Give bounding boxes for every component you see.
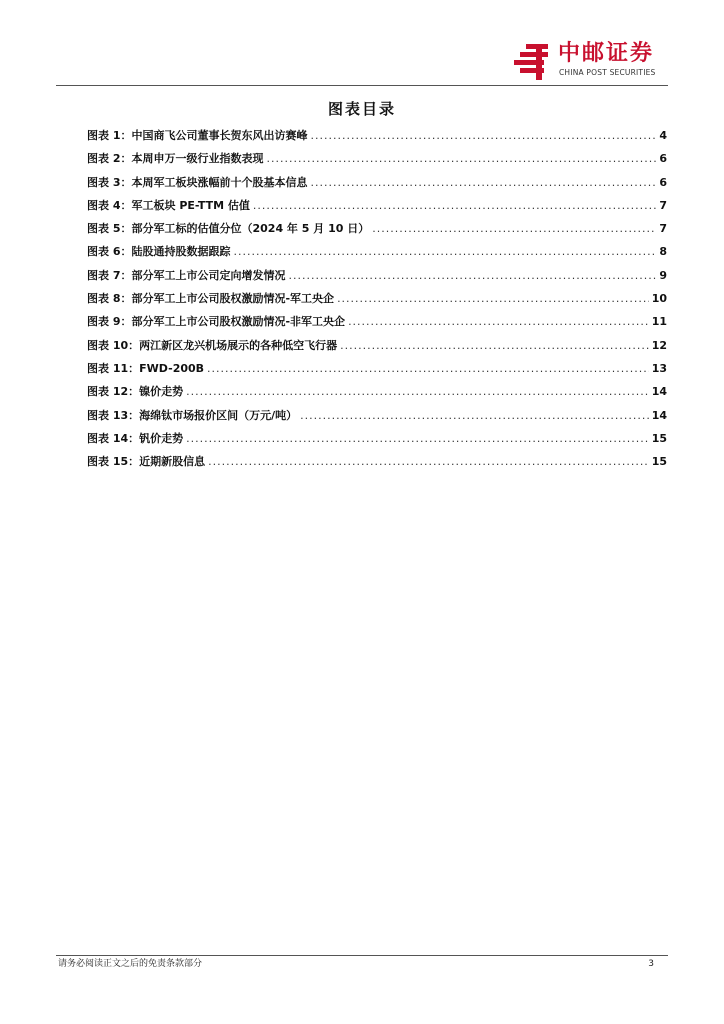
toc-entry-title: 海绵钛市场报价区间（万元/吨） — [139, 408, 298, 422]
toc-entry-label: 图表 10： — [87, 338, 140, 352]
toc-entry-label: 图表 1： — [87, 129, 132, 142]
toc-entry[interactable] — [87, 314, 667, 337]
company-logo — [514, 40, 674, 82]
toc-entry-page: 14 — [651, 408, 667, 422]
toc-entry-title: 镍价走势 — [139, 385, 184, 399]
toc-entry[interactable] — [87, 244, 667, 267]
toc-entry-leader-dots — [337, 291, 649, 307]
page-number: 3 — [648, 959, 654, 969]
toc-entry[interactable] — [87, 221, 667, 244]
toc-entry[interactable] — [87, 361, 667, 384]
toc-entry-label: 图表 6： — [87, 245, 132, 259]
toc-entry-title: 部分军工上市公司定向增发情况 — [131, 268, 286, 282]
toc-entry-leader-dots — [233, 244, 656, 260]
toc-entry-title: 两江新区龙兴机场展示的各种低空飞行器 — [139, 338, 338, 352]
toc-entry-leader-dots — [288, 268, 656, 284]
toc-entry-page: 15 — [651, 431, 667, 445]
header-divider — [56, 85, 668, 86]
toc-entry-leader-dots — [186, 384, 649, 400]
toc-entry-leader-dots — [340, 338, 649, 354]
toc-entry[interactable] — [87, 384, 667, 407]
toc-entry-label: 图表 9： — [87, 315, 132, 329]
toc-entry-leader-dots — [186, 431, 649, 447]
toc-entry[interactable] — [87, 128, 667, 151]
toc-entry-leader-dots — [348, 314, 649, 330]
table-of-figures — [87, 128, 667, 477]
toc-entry-page: 9 — [659, 268, 667, 282]
toc-entry-leader-dots — [207, 361, 649, 377]
toc-entry-title: 部分军工标的估值分位（2024 年 5 月 10 日） — [131, 222, 370, 236]
toc-entry-page: 13 — [651, 361, 667, 375]
toc-entry-label: 图表 5： — [87, 222, 132, 236]
toc-entry[interactable] — [87, 151, 667, 174]
toc-entry-label: 图表 13： — [87, 408, 140, 422]
toc-entry-leader-dots — [300, 408, 649, 424]
logo-english-name: CHINA POST SECURITIES — [559, 68, 656, 77]
toc-entry-page: 11 — [651, 315, 667, 329]
toc-entry-label: 图表 3： — [87, 175, 132, 189]
page-title: 图表目录 — [327, 100, 396, 118]
toc-entry[interactable] — [87, 268, 667, 291]
toc-entry-page: 6 — [659, 152, 667, 166]
toc-entry[interactable] — [87, 198, 667, 221]
toc-entry-label: 图表 8： — [87, 292, 132, 306]
toc-entry-title: 部分军工上市公司股权激励情况-非军工央企 — [131, 315, 346, 329]
toc-entry-title: 中国商飞公司董事长贺东风出访赛峰 — [131, 129, 308, 142]
toc-entry-title: 本周申万一级行业指数表现 — [131, 152, 264, 166]
toc-entry-page: 15 — [651, 455, 667, 469]
toc-entry-title: 陆股通持股数据跟踪 — [131, 245, 231, 259]
toc-entry-title: FWD-200B — [139, 361, 205, 375]
toc-entry-page: 12 — [651, 338, 667, 352]
toc-entry-page: 7 — [659, 222, 667, 236]
toc-entry-label: 图表 2： — [87, 152, 132, 166]
toc-entry-label: 图表 4： — [87, 198, 132, 212]
toc-entry-leader-dots — [310, 128, 656, 144]
toc-entry-label: 图表 12： — [87, 385, 140, 399]
footer-disclaimer: 请务必阅读正文之后的免责条款部分 — [58, 959, 203, 969]
toc-entry-title: 军工板块 PE-TTM 估值 — [131, 198, 250, 212]
toc-entry[interactable] — [87, 408, 667, 431]
toc-entry-leader-dots — [310, 175, 656, 191]
toc-entry-leader-dots — [266, 151, 656, 167]
toc-entry-page: 4 — [659, 129, 667, 142]
toc-entry-label: 图表 15： — [87, 455, 140, 469]
toc-entry-title: 本周军工板块涨幅前十个股基本信息 — [131, 175, 308, 189]
toc-entry-leader-dots — [253, 198, 656, 214]
toc-entry[interactable] — [87, 431, 667, 454]
toc-entry[interactable] — [87, 175, 667, 198]
toc-entry-page: 7 — [659, 198, 667, 212]
toc-entry-label: 图表 11： — [87, 361, 140, 375]
toc-entry-title: 近期新股信息 — [139, 455, 206, 469]
toc-entry-label: 图表 14： — [87, 431, 140, 445]
toc-entry[interactable] — [87, 338, 667, 361]
toc-entry-title: 钒价走势 — [139, 431, 184, 445]
toc-entry-page: 6 — [659, 175, 667, 189]
footer-divider — [56, 955, 668, 956]
china-post-logo-icon — [514, 42, 554, 80]
toc-entry[interactable] — [87, 454, 667, 477]
toc-entry-leader-dots — [372, 221, 656, 237]
logo-chinese-name: 中邮证券 — [558, 41, 655, 66]
toc-entry-page: 14 — [651, 385, 667, 399]
toc-entry-label: 图表 7： — [87, 268, 132, 282]
toc-entry-page: 10 — [651, 292, 667, 306]
toc-entry-page: 8 — [659, 245, 667, 259]
toc-entry[interactable] — [87, 291, 667, 314]
toc-entry-leader-dots — [208, 454, 649, 470]
toc-entry-title: 部分军工上市公司股权激励情况-军工央企 — [131, 292, 335, 306]
